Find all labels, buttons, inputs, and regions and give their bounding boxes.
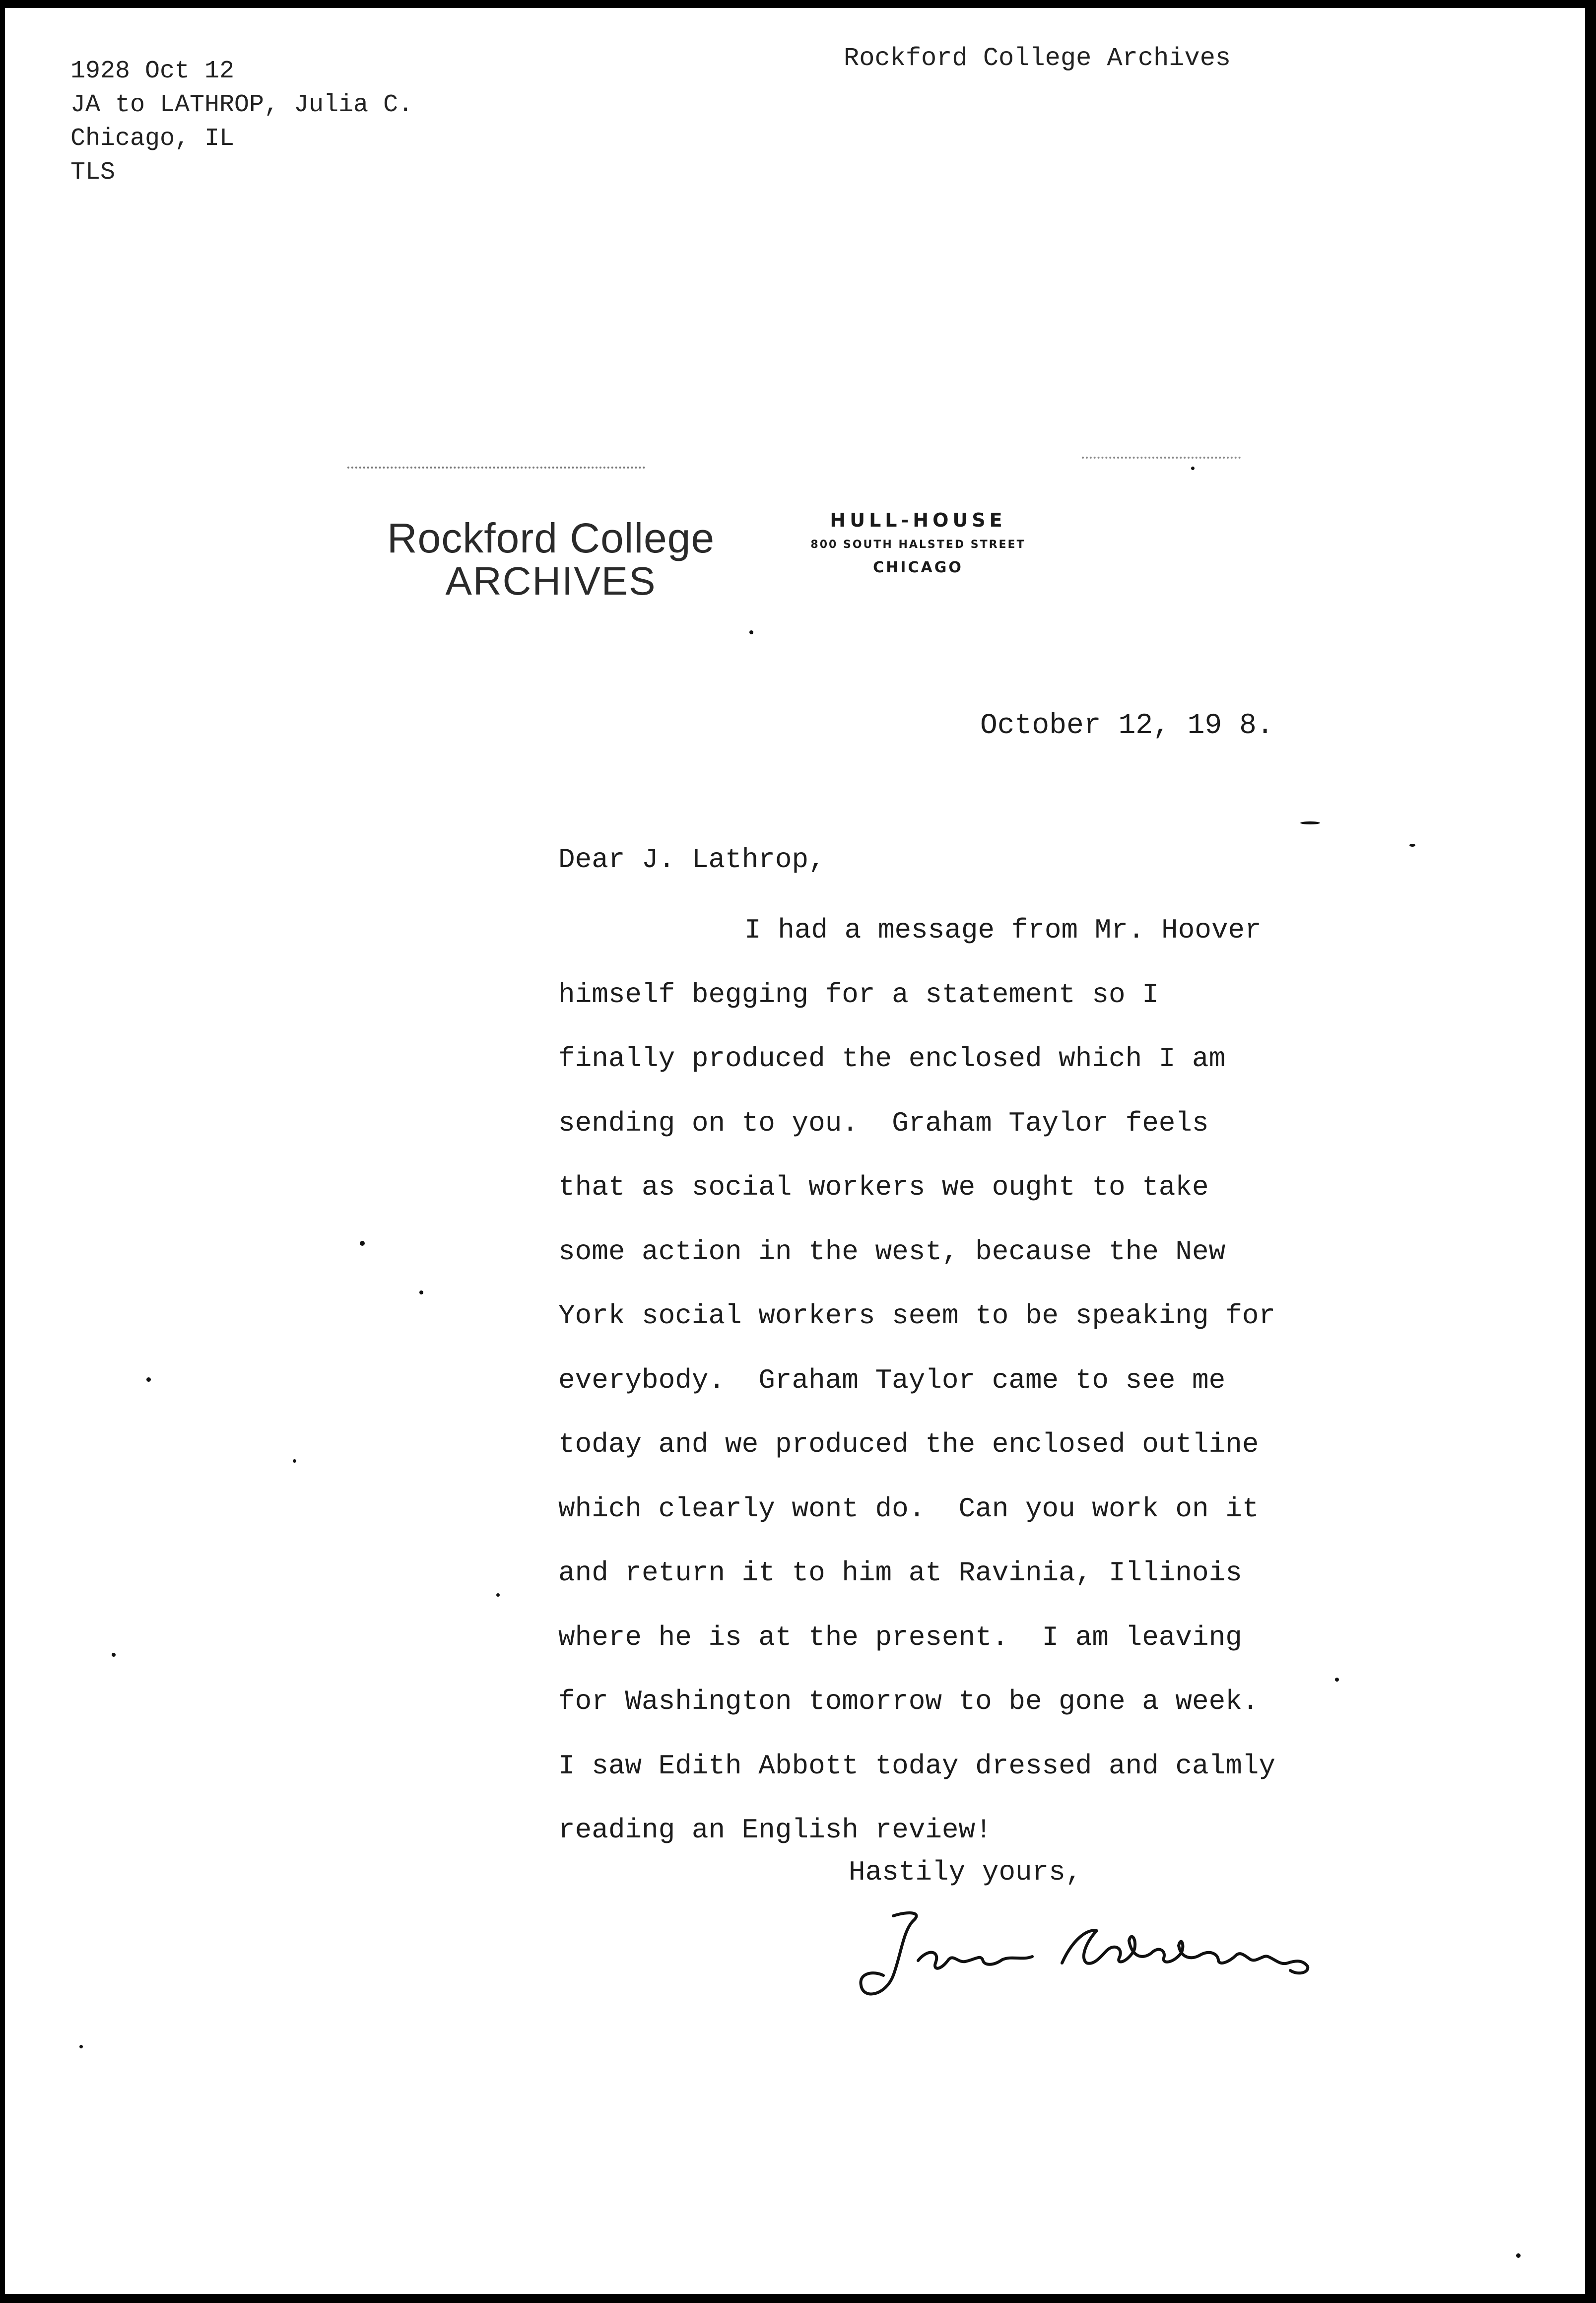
scan-border-bottom: [0, 2294, 1596, 2303]
body-line: where he is at the present. I am leaving: [558, 1621, 1242, 1653]
body-line: sending on to you. Graham Taylor feels: [558, 1107, 1209, 1139]
scan-speck: [749, 630, 753, 634]
faint-rule: [347, 467, 645, 469]
scan-border-left: [0, 0, 5, 2303]
scan-speck: [1300, 821, 1320, 824]
scan-speck: [496, 1593, 500, 1597]
stamp-line-2: ARCHIVES: [445, 559, 657, 603]
scan-border-right: [1585, 0, 1596, 2303]
catalog-correspondents: JA to LATHROP, Julia C.: [70, 91, 413, 119]
letter-body: [558, 898, 1275, 1863]
body-line: himself begging for a statement so I: [558, 978, 1159, 1011]
body-line: that as social workers we ought to take: [558, 1171, 1209, 1203]
body-line: which clearly wont do. Can you work on it: [558, 1492, 1259, 1525]
stamp-line-1: Rockford College: [387, 515, 715, 561]
scan-speck: [419, 1290, 423, 1294]
signature-image: [854, 1901, 1340, 2005]
body-line: for Washington tomorrow to be gone a week.: [558, 1686, 1259, 1717]
scan-speck: [146, 1377, 151, 1382]
body-line: everybody. Graham Taylor came to see me: [558, 1364, 1226, 1396]
letter-date: October 12, 19 8.: [980, 710, 1274, 742]
body-line: reading an English review!: [558, 1814, 992, 1846]
scan-speck: [112, 1653, 116, 1657]
archive-stamp: [362, 516, 739, 603]
scan-speck: [1409, 844, 1415, 847]
catalog-place: Chicago, IL: [70, 125, 235, 153]
scan-speck: [79, 2045, 83, 2048]
catalog-type: TLS: [70, 158, 116, 187]
body-line: I had a message from Mr. Hoover: [744, 914, 1262, 946]
body-line: and return it to him at Ravinia, Illinois: [558, 1557, 1242, 1589]
scan-speck: [293, 1459, 296, 1463]
scan-speck: [360, 1241, 365, 1246]
handwritten-signature: [854, 1901, 1340, 2005]
archive-header: Rockford College Archives: [844, 44, 1231, 73]
body-line: some action in the west, because the New: [558, 1235, 1226, 1268]
letterhead-street: 800 SOUTH HALSTED STREET: [810, 539, 1026, 551]
faint-rule: [1082, 457, 1241, 459]
letterhead-city: CHICAGO: [873, 559, 963, 576]
scan-speck: [1191, 467, 1195, 470]
catalog-date: 1928 Oct 12: [70, 57, 235, 85]
letter-closing: Hastily yours,: [849, 1856, 1082, 1888]
salutation: Dear J. Lathrop,: [558, 844, 825, 876]
body-line: I saw Edith Abbott today dressed and calmly: [558, 1750, 1276, 1782]
letterhead: [784, 506, 1052, 580]
archive-catalog-block: [70, 55, 413, 190]
body-line: finally produced the enclosed which I am: [558, 1043, 1226, 1075]
letterhead-name: HULL-HOUSE: [830, 509, 1006, 531]
scan-speck: [1516, 2253, 1521, 2258]
scan-border-top: [0, 0, 1596, 8]
body-line: York social workers seem to be speaking for: [558, 1300, 1276, 1332]
scan-speck: [1335, 1678, 1339, 1682]
body-line: today and we produced the enclosed outline: [558, 1428, 1259, 1460]
